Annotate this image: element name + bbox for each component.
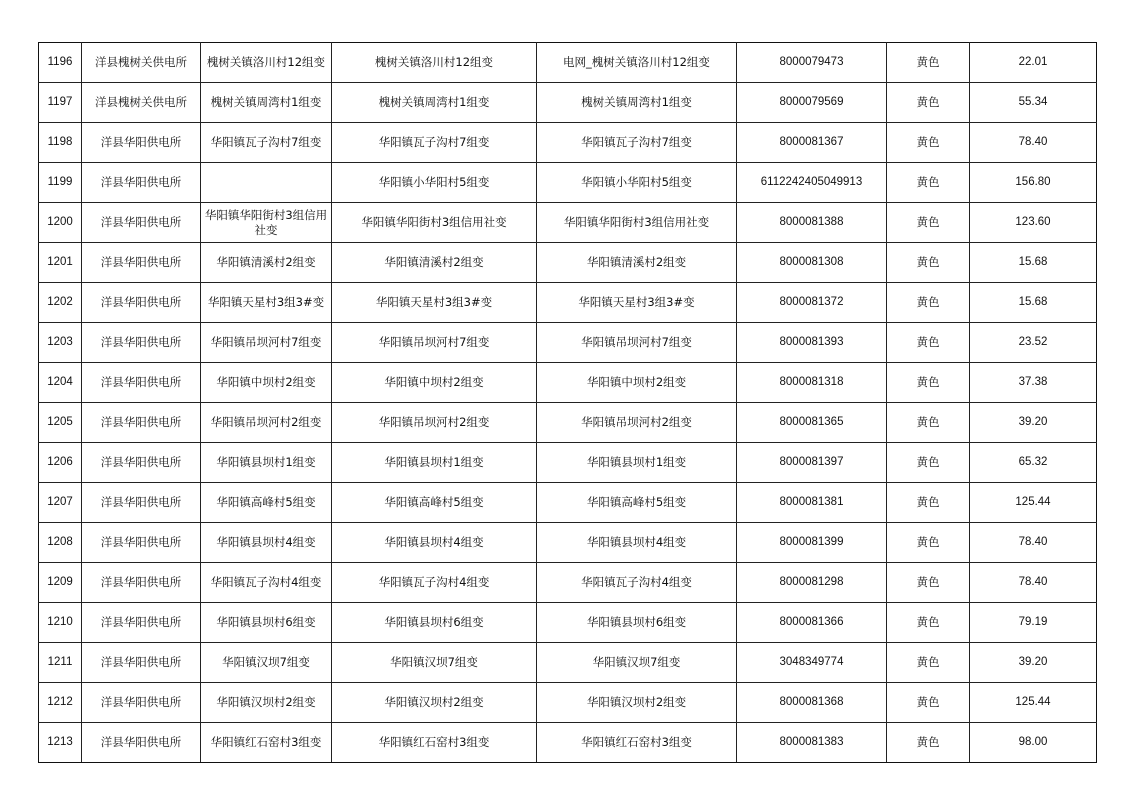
meter-id-cell: 8000081365 <box>737 403 887 443</box>
supply-station-cell: 洋县华阳供电所 <box>82 643 201 683</box>
line-name-cell: 华阳镇县坝村6组变 <box>537 603 737 643</box>
alert-level-cell: 黄色 <box>887 403 970 443</box>
transformer-name-cell: 华阳镇县坝村4组变 <box>201 523 332 563</box>
table-row <box>39 523 1097 563</box>
row-number-cell: 1212 <box>39 683 82 723</box>
supply-station-cell: 洋县华阳供电所 <box>82 363 201 403</box>
line-name-cell: 华阳镇吊坝河村7组变 <box>537 323 737 363</box>
row-number-cell: 1204 <box>39 363 82 403</box>
value-cell: 65.32 <box>970 443 1097 483</box>
table-row <box>39 363 1097 403</box>
meter-id-cell: 8000081298 <box>737 563 887 603</box>
transformer-name-cell <box>201 163 332 203</box>
supply-station-cell: 洋县华阳供电所 <box>82 563 201 603</box>
meter-id-cell: 8000081366 <box>737 603 887 643</box>
line-name-cell: 华阳镇县坝村1组变 <box>537 443 737 483</box>
transformer-data-table <box>38 42 1097 763</box>
meter-id-cell: 8000081372 <box>737 283 887 323</box>
supply-station-cell: 洋县槐树关供电所 <box>82 83 201 123</box>
alert-level-cell: 黄色 <box>887 643 970 683</box>
value-cell: 78.40 <box>970 563 1097 603</box>
transformer-name-cell: 华阳镇吊坝河村2组变 <box>201 403 332 443</box>
station-name-cell: 华阳镇高峰村5组变 <box>332 483 537 523</box>
transformer-name-cell: 槐树关镇洛川村12组变 <box>201 43 332 83</box>
row-number-cell: 1197 <box>39 83 82 123</box>
line-name-cell: 华阳镇清溪村2组变 <box>537 243 737 283</box>
transformer-name-cell: 华阳镇汉坝7组变 <box>201 643 332 683</box>
table-row <box>39 243 1097 283</box>
meter-id-cell: 8000081368 <box>737 683 887 723</box>
transformer-name-cell: 华阳镇瓦子沟村4组变 <box>201 563 332 603</box>
meter-id-cell: 8000081367 <box>737 123 887 163</box>
station-name-cell: 华阳镇小华阳村5组变 <box>332 163 537 203</box>
transformer-name-cell: 华阳镇天星村3组3#变 <box>201 283 332 323</box>
alert-level-cell: 黄色 <box>887 483 970 523</box>
table-row <box>39 83 1097 123</box>
table-row <box>39 403 1097 443</box>
station-name-cell: 华阳镇汉坝村2组变 <box>332 683 537 723</box>
supply-station-cell: 洋县华阳供电所 <box>82 163 201 203</box>
line-name-cell: 华阳镇瓦子沟村7组变 <box>537 123 737 163</box>
supply-station-cell: 洋县槐树关供电所 <box>82 43 201 83</box>
supply-station-cell: 洋县华阳供电所 <box>82 283 201 323</box>
meter-id-cell: 8000081318 <box>737 363 887 403</box>
table-row <box>39 483 1097 523</box>
meter-id-cell: 8000081388 <box>737 203 887 243</box>
table-row <box>39 123 1097 163</box>
line-name-cell: 华阳镇汉坝村2组变 <box>537 683 737 723</box>
supply-station-cell: 洋县华阳供电所 <box>82 523 201 563</box>
alert-level-cell: 黄色 <box>887 523 970 563</box>
station-name-cell: 华阳镇华阳街村3组信用社变 <box>332 203 537 243</box>
meter-id-cell: 8000081393 <box>737 323 887 363</box>
line-name-cell: 华阳镇汉坝7组变 <box>537 643 737 683</box>
meter-id-cell: 8000081383 <box>737 723 887 763</box>
transformer-name-cell: 华阳镇高峰村5组变 <box>201 483 332 523</box>
row-number-cell: 1213 <box>39 723 82 763</box>
transformer-name-cell: 华阳镇中坝村2组变 <box>201 363 332 403</box>
station-name-cell: 华阳镇县坝村6组变 <box>332 603 537 643</box>
line-name-cell: 华阳镇华阳街村3组信用社变 <box>537 203 737 243</box>
alert-level-cell: 黄色 <box>887 563 970 603</box>
line-name-cell: 华阳镇红石窑村3组变 <box>537 723 737 763</box>
station-name-cell: 华阳镇吊坝河村7组变 <box>332 323 537 363</box>
row-number-cell: 1208 <box>39 523 82 563</box>
table-row <box>39 603 1097 643</box>
value-cell: 125.44 <box>970 683 1097 723</box>
station-name-cell: 华阳镇瓦子沟村7组变 <box>332 123 537 163</box>
row-number-cell: 1207 <box>39 483 82 523</box>
row-number-cell: 1199 <box>39 163 82 203</box>
table-row <box>39 683 1097 723</box>
table-row <box>39 163 1097 203</box>
row-number-cell: 1205 <box>39 403 82 443</box>
table-body <box>39 43 1097 763</box>
station-name-cell: 华阳镇县坝村4组变 <box>332 523 537 563</box>
supply-station-cell: 洋县华阳供电所 <box>82 403 201 443</box>
supply-station-cell: 洋县华阳供电所 <box>82 483 201 523</box>
table-row <box>39 563 1097 603</box>
alert-level-cell: 黄色 <box>887 163 970 203</box>
supply-station-cell: 洋县华阳供电所 <box>82 203 201 243</box>
meter-id-cell: 8000079473 <box>737 43 887 83</box>
line-name-cell: 电网_槐树关镇洛川村12组变 <box>537 43 737 83</box>
station-name-cell: 槐树关镇周湾村1组变 <box>332 83 537 123</box>
meter-id-cell: 8000081308 <box>737 243 887 283</box>
supply-station-cell: 洋县华阳供电所 <box>82 603 201 643</box>
transformer-name-cell: 华阳镇红石窑村3组变 <box>201 723 332 763</box>
row-number-cell: 1209 <box>39 563 82 603</box>
value-cell: 55.34 <box>970 83 1097 123</box>
value-cell: 98.00 <box>970 723 1097 763</box>
table-row <box>39 723 1097 763</box>
value-cell: 15.68 <box>970 243 1097 283</box>
transformer-name-cell: 华阳镇县坝村1组变 <box>201 443 332 483</box>
alert-level-cell: 黄色 <box>887 283 970 323</box>
station-name-cell: 华阳镇中坝村2组变 <box>332 363 537 403</box>
meter-id-cell: 3048349774 <box>737 643 887 683</box>
supply-station-cell: 洋县华阳供电所 <box>82 323 201 363</box>
line-name-cell: 华阳镇县坝村4组变 <box>537 523 737 563</box>
line-name-cell: 华阳镇天星村3组3#变 <box>537 283 737 323</box>
alert-level-cell: 黄色 <box>887 723 970 763</box>
value-cell: 125.44 <box>970 483 1097 523</box>
transformer-name-cell: 华阳镇吊坝河村7组变 <box>201 323 332 363</box>
value-cell: 39.20 <box>970 403 1097 443</box>
station-name-cell: 华阳镇天星村3组3#变 <box>332 283 537 323</box>
meter-id-cell: 8000079569 <box>737 83 887 123</box>
transformer-name-cell: 华阳镇清溪村2组变 <box>201 243 332 283</box>
table-row <box>39 283 1097 323</box>
row-number-cell: 1210 <box>39 603 82 643</box>
supply-station-cell: 洋县华阳供电所 <box>82 243 201 283</box>
value-cell: 78.40 <box>970 523 1097 563</box>
meter-id-cell: 8000081381 <box>737 483 887 523</box>
row-number-cell: 1211 <box>39 643 82 683</box>
alert-level-cell: 黄色 <box>887 83 970 123</box>
value-cell: 79.19 <box>970 603 1097 643</box>
line-name-cell: 华阳镇瓦子沟村4组变 <box>537 563 737 603</box>
alert-level-cell: 黄色 <box>887 603 970 643</box>
alert-level-cell: 黄色 <box>887 443 970 483</box>
value-cell: 37.38 <box>970 363 1097 403</box>
supply-station-cell: 洋县华阳供电所 <box>82 123 201 163</box>
value-cell: 23.52 <box>970 323 1097 363</box>
transformer-name-cell: 华阳镇县坝村6组变 <box>201 603 332 643</box>
station-name-cell: 槐树关镇洛川村12组变 <box>332 43 537 83</box>
value-cell: 123.60 <box>970 203 1097 243</box>
line-name-cell: 槐树关镇周湾村1组变 <box>537 83 737 123</box>
value-cell: 78.40 <box>970 123 1097 163</box>
meter-id-cell: 6112242405049913 <box>737 163 887 203</box>
table-row <box>39 323 1097 363</box>
value-cell: 15.68 <box>970 283 1097 323</box>
value-cell: 39.20 <box>970 643 1097 683</box>
station-name-cell: 华阳镇红石窑村3组变 <box>332 723 537 763</box>
line-name-cell: 华阳镇小华阳村5组变 <box>537 163 737 203</box>
line-name-cell: 华阳镇高峰村5组变 <box>537 483 737 523</box>
alert-level-cell: 黄色 <box>887 323 970 363</box>
row-number-cell: 1202 <box>39 283 82 323</box>
row-number-cell: 1200 <box>39 203 82 243</box>
alert-level-cell: 黄色 <box>887 683 970 723</box>
row-number-cell: 1206 <box>39 443 82 483</box>
table-row <box>39 203 1097 243</box>
row-number-cell: 1196 <box>39 43 82 83</box>
line-name-cell: 华阳镇吊坝河村2组变 <box>537 403 737 443</box>
alert-level-cell: 黄色 <box>887 203 970 243</box>
line-name-cell: 华阳镇中坝村2组变 <box>537 363 737 403</box>
value-cell: 22.01 <box>970 43 1097 83</box>
transformer-name-cell: 华阳镇瓦子沟村7组变 <box>201 123 332 163</box>
table-row <box>39 43 1097 83</box>
alert-level-cell: 黄色 <box>887 363 970 403</box>
row-number-cell: 1201 <box>39 243 82 283</box>
transformer-name-cell: 华阳镇汉坝村2组变 <box>201 683 332 723</box>
supply-station-cell: 洋县华阳供电所 <box>82 723 201 763</box>
supply-station-cell: 洋县华阳供电所 <box>82 683 201 723</box>
station-name-cell: 华阳镇瓦子沟村4组变 <box>332 563 537 603</box>
row-number-cell: 1198 <box>39 123 82 163</box>
meter-id-cell: 8000081399 <box>737 523 887 563</box>
supply-station-cell: 洋县华阳供电所 <box>82 443 201 483</box>
alert-level-cell: 黄色 <box>887 123 970 163</box>
meter-id-cell: 8000081397 <box>737 443 887 483</box>
station-name-cell: 华阳镇清溪村2组变 <box>332 243 537 283</box>
station-name-cell: 华阳镇吊坝河村2组变 <box>332 403 537 443</box>
alert-level-cell: 黄色 <box>887 243 970 283</box>
station-name-cell: 华阳镇汉坝7组变 <box>332 643 537 683</box>
station-name-cell: 华阳镇县坝村1组变 <box>332 443 537 483</box>
transformer-name-cell: 华阳镇华阳街村3组信用社变 <box>201 203 332 243</box>
alert-level-cell: 黄色 <box>887 43 970 83</box>
row-number-cell: 1203 <box>39 323 82 363</box>
table-row <box>39 443 1097 483</box>
transformer-name-cell: 槐树关镇周湾村1组变 <box>201 83 332 123</box>
value-cell: 156.80 <box>970 163 1097 203</box>
table-row <box>39 643 1097 683</box>
